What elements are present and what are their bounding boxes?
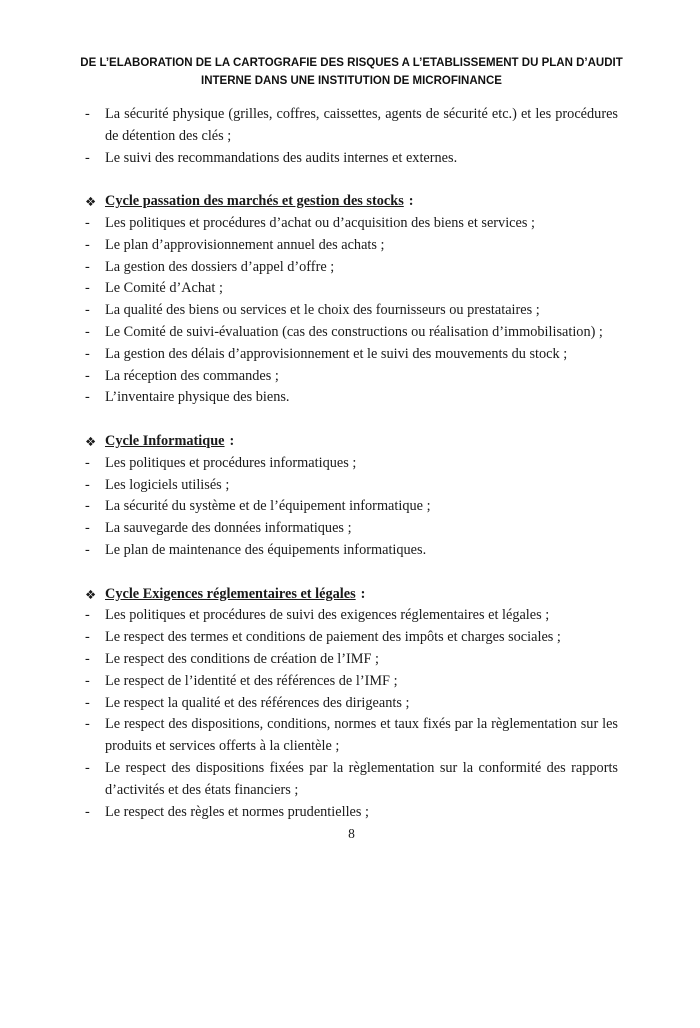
- list-item-text: La qualité des biens ou services et le choix des fournisseurs ou prestataires ;: [105, 302, 540, 319]
- list-item: [85, 518, 618, 540]
- dash-bullet-icon: -: [85, 367, 90, 384]
- list-item: [85, 802, 618, 824]
- section-heading-exigences: [85, 584, 618, 606]
- dash-bullet-icon: -: [85, 345, 90, 362]
- section-list-exigences: [85, 605, 618, 823]
- section-heading-informatique: [85, 431, 618, 453]
- page-number: 8: [348, 826, 355, 842]
- list-item-text: Le respect des termes et conditions de paiement des impôts et charges sociales ;: [105, 629, 561, 646]
- list-item: [85, 278, 618, 300]
- list-item-text: Le respect des règles et normes prudentielles ;: [105, 803, 369, 820]
- dash-bullet-icon: -: [85, 607, 90, 624]
- list-item-text: La sécurité physique (grilles, coffres, caissettes, agents de sécurité etc.) et les procédures de détention des clés ;: [105, 106, 618, 144]
- list-item: [85, 344, 618, 366]
- dash-bullet-icon: -: [85, 106, 90, 122]
- section-colon: :: [229, 432, 235, 449]
- dash-bullet-icon: -: [85, 520, 90, 537]
- section-list-informatique: [85, 453, 618, 562]
- dash-bullet-icon: -: [85, 694, 90, 711]
- list-item-text: Le respect des conditions de création de l’IMF ;: [105, 650, 379, 667]
- list-item-text: Le suivi des recommandations des audits internes et externes.: [105, 149, 458, 166]
- list-item: [85, 605, 618, 627]
- dash-bullet-icon: -: [85, 716, 90, 733]
- dash-bullet-icon: -: [85, 302, 90, 319]
- list-item: [85, 387, 618, 409]
- list-item-text: L’inventaire physique des biens.: [105, 389, 290, 406]
- header-line-2: INTERNE DANS UNE INSTITUTION DE MICROFINANCE: [201, 74, 502, 87]
- list-item-text: La gestion des délais d’approvisionnement et le suivi des mouvements du stock ;: [105, 345, 568, 362]
- list-item: [85, 627, 618, 649]
- section-title: Cycle passation des marchés et gestion des stocks :: [105, 193, 414, 210]
- document-body: [85, 104, 618, 845]
- dash-bullet-icon: -: [85, 389, 90, 406]
- section-title: Cycle Informatique :: [105, 432, 235, 449]
- intro-list: [85, 104, 618, 169]
- list-item: [85, 496, 618, 518]
- section-colon: :: [408, 193, 414, 210]
- list-item-text: Le respect des dispositions, conditions, normes et taux fixés par la règlementation sur les produits et services offerts à la clientèle ;: [105, 716, 618, 755]
- diamond-bullet-icon: ❖: [85, 194, 97, 210]
- list-item-text: Le plan d’approvisionnement annuel des achats ;: [105, 236, 385, 253]
- list-item-text: Le respect la qualité et des références des dirigeants ;: [105, 694, 410, 711]
- list-item: [85, 257, 618, 279]
- list-item-text: Le Comité d’Achat ;: [105, 280, 223, 297]
- section-colon: :: [360, 585, 366, 602]
- list-item-text: Le Comité de suivi-évaluation (cas des constructions ou réalisation d’immobilisation) ;: [105, 323, 603, 340]
- list-item: [85, 649, 618, 671]
- list-item: [85, 758, 618, 802]
- list-item: [85, 475, 618, 497]
- header-line-1: DE L’ELABORATION DE LA CARTOGRAFIE DES RISQUES A L’ETABLISSEMENT DU PLAN D’AUDIT: [80, 57, 623, 69]
- running-header: [77, 55, 626, 90]
- dash-bullet-icon: -: [85, 541, 90, 558]
- dash-bullet-icon: -: [85, 258, 90, 275]
- list-item: [85, 300, 618, 322]
- dash-bullet-icon: -: [85, 629, 90, 646]
- dash-bullet-icon: -: [85, 280, 90, 297]
- dash-bullet-icon: -: [85, 236, 90, 253]
- list-item: [85, 671, 618, 693]
- list-item: [85, 213, 618, 235]
- list-item-text: La sécurité du système et de l’équipement informatique ;: [105, 498, 431, 515]
- list-item-text: Les politiques et procédures d’achat ou d’acquisition des biens et services ;: [105, 214, 535, 231]
- list-item-text: La réception des commandes ;: [105, 367, 279, 384]
- dash-bullet-icon: -: [85, 149, 90, 166]
- list-item: [85, 322, 618, 344]
- list-item-text: Le respect des dispositions fixées par la règlementation sur la conformité des rapports d’activités et des états financiers ;: [105, 759, 618, 798]
- list-item-text: Les logiciels utilisés ;: [105, 476, 230, 493]
- list-item: [85, 104, 618, 148]
- list-item: [85, 148, 618, 170]
- list-item-text: La sauvegarde des données informatiques ;: [105, 520, 352, 537]
- dash-bullet-icon: -: [85, 454, 90, 471]
- dash-bullet-icon: -: [85, 323, 90, 340]
- list-item-text: La gestion des dossiers d’appel d’offre ;: [105, 258, 335, 275]
- list-item-text: Le plan de maintenance des équipements informatiques.: [105, 541, 427, 558]
- diamond-bullet-icon: ❖: [85, 586, 97, 602]
- section-list-marches-stocks: [85, 213, 618, 409]
- dash-bullet-icon: -: [85, 214, 90, 231]
- dash-bullet-icon: -: [85, 803, 90, 820]
- list-item: [85, 714, 618, 758]
- dash-bullet-icon: -: [85, 672, 90, 689]
- section-title: Cycle Exigences réglementaires et légales :: [105, 585, 366, 602]
- dash-bullet-icon: -: [85, 759, 90, 776]
- list-item: [85, 453, 618, 475]
- list-item-text: Les politiques et procédures informatiques ;: [105, 454, 357, 471]
- list-item-text: Les politiques et procédures de suivi des exigences réglementaires et légales ;: [105, 607, 550, 624]
- section-heading-marches-stocks: [85, 191, 618, 213]
- list-item: [85, 235, 618, 257]
- list-item-text: Le respect de l’identité et des références de l’IMF ;: [105, 672, 398, 689]
- dash-bullet-icon: -: [85, 650, 90, 667]
- dash-bullet-icon: -: [85, 498, 90, 515]
- list-item: [85, 366, 618, 388]
- diamond-bullet-icon: ❖: [85, 433, 97, 449]
- dash-bullet-icon: -: [85, 476, 90, 493]
- list-item: [85, 540, 618, 562]
- list-item: [85, 693, 618, 715]
